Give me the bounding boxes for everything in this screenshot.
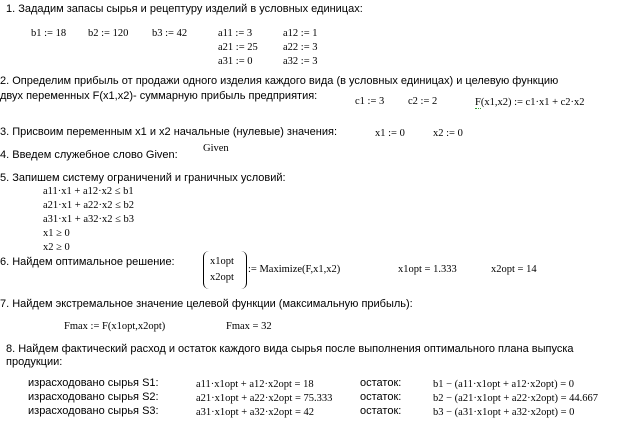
solution-vector-x2opt: x2opt (210, 272, 234, 283)
section-3-heading: 3. Присвоим переменным x1 и x2 начальные (нулевые) значения: (0, 126, 338, 138)
b2-assignment[interactable]: b2 := 120 (88, 28, 129, 39)
usage-expression-s3[interactable]: a31·x1opt + a32·x2opt = 42 (196, 407, 314, 418)
solution-vector-x1opt: x1opt (210, 256, 234, 267)
remainder-expression-s2[interactable]: b2 − (a21·x1opt + a22·x2opt) = 44.667 (433, 393, 599, 404)
remainder-expression-s1[interactable]: b1 − (a11·x1opt + a12·x2opt) = 0 (433, 379, 575, 390)
a11-assignment[interactable]: a11 := 3 (218, 28, 253, 39)
a22-assignment[interactable]: a22 := 3 (283, 42, 318, 53)
remainder-label-s2: остаток: (360, 391, 402, 403)
b3-assignment[interactable]: b3 := 42 (152, 28, 188, 39)
maximize-call[interactable]: := Maximize(F,x1,x2) (248, 264, 341, 275)
given-keyword[interactable]: Given (203, 143, 229, 154)
usage-label-s3: израсходовано сырья S3: (28, 405, 159, 417)
section-8-heading-line-2: продукции: (6, 356, 63, 368)
usage-label-s1: израсходовано сырья S1: (28, 377, 159, 389)
constraint-3[interactable]: a31·x1 + a32·x2 ≤ b3 (43, 214, 134, 225)
a31-assignment[interactable]: a31 := 0 (218, 56, 253, 67)
a21-assignment[interactable]: a21 := 25 (218, 42, 258, 53)
a12-assignment[interactable]: a12 := 1 (283, 28, 318, 39)
section-8-heading-line-1: 8. Найдем фактический расход и остаток каждого вида сырья после выполнения оптимального плана выпуска (6, 343, 574, 355)
constraint-2[interactable]: a21·x1 + a22·x2 ≤ b2 (43, 200, 134, 211)
x2-initial[interactable]: x2 := 0 (433, 128, 463, 139)
x1-initial[interactable]: x1 := 0 (375, 128, 405, 139)
x2opt-result[interactable]: x2opt = 14 (491, 264, 537, 275)
section-7-heading: 7. Найдем экстремальное значение целевой функции (максимальную прибыль): (0, 298, 413, 310)
section-1-heading: 1. Зададим запасы сырья и рецептуру изделий в условных единицах: (6, 3, 363, 15)
objective-function-definition[interactable] (475, 97, 585, 109)
c1-assignment[interactable]: c1 := 3 (355, 96, 385, 107)
c2-assignment[interactable]: c2 := 2 (408, 96, 438, 107)
section-2-heading-line-1: 2. Определим прибыль от продажи одного изделия каждого вида (в условных единицах) и целевую функцию (0, 75, 559, 87)
x1opt-result[interactable]: x1opt = 1.333 (398, 264, 457, 275)
section-4-heading: 4. Введем служебное слово Given: (0, 149, 178, 161)
section-2-heading-line-2: двух переменных F(x1,x2)- суммарную прибыль предприятия: (0, 90, 318, 102)
constraint-5[interactable]: x2 ≥ 0 (43, 242, 70, 253)
b1-assignment[interactable]: b1 := 18 (31, 28, 67, 39)
function-name-f: F (475, 97, 481, 108)
usage-label-s2: израсходовано сырья S2: (28, 391, 159, 403)
remainder-label-s3: остаток: (360, 405, 402, 417)
constraint-1[interactable]: a11·x1 + a12·x2 ≤ b1 (43, 186, 134, 197)
solution-vector[interactable] (203, 251, 247, 289)
remainder-expression-s3[interactable]: b3 − (a31·x1opt + a32·x2opt) = 0 (433, 407, 575, 418)
usage-expression-s2[interactable]: a21·x1opt + a22·x2opt = 75.333 (196, 393, 333, 404)
a32-assignment[interactable]: a32 := 3 (283, 56, 318, 67)
section-6-heading: 6. Найдем оптимальное решение: (0, 256, 175, 268)
constraint-4[interactable]: x1 ≥ 0 (43, 228, 70, 239)
remainder-label-s1: остаток: (360, 377, 402, 389)
section-5-heading: 5. Запишем систему ограничений и граничных условий: (0, 172, 286, 184)
function-body: (x1,x2) := c1·x1 + c2·x2 (480, 97, 585, 108)
usage-expression-s1[interactable]: a11·x1opt + a12·x2opt = 18 (196, 379, 314, 390)
fmax-result[interactable]: Fmax = 32 (226, 321, 272, 332)
fmax-definition[interactable]: Fmax := F(x1opt,x2opt) (64, 321, 166, 332)
